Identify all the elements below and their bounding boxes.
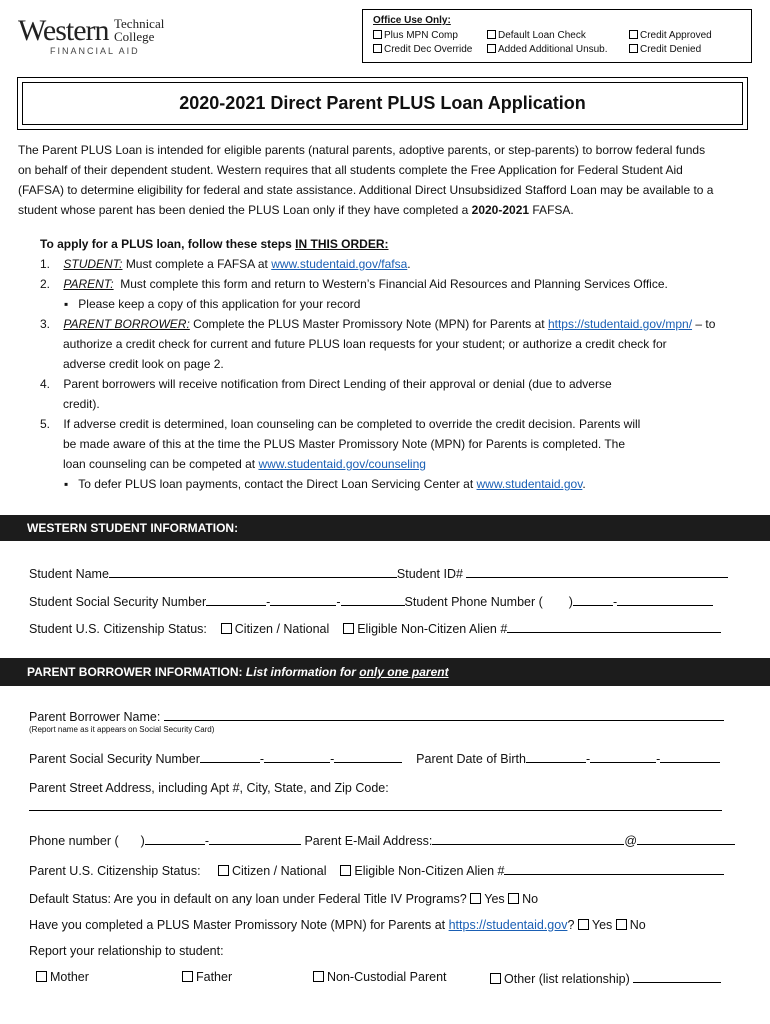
mpn-no-checkbox[interactable]: No bbox=[616, 918, 646, 932]
student-id-field[interactable] bbox=[466, 565, 728, 578]
student-citizen-checkbox[interactable]: Citizen / National bbox=[221, 622, 330, 636]
relationship-mother[interactable]: Mother bbox=[36, 970, 89, 984]
student-section-header: WESTERN STUDENT INFORMATION: bbox=[0, 515, 770, 541]
office-check-unsub[interactable]: Added Additional Unsub. bbox=[487, 44, 608, 55]
mpn-status-row: Have you completed a PLUS Master Promissory Note (MPN) for Parents at https://studentaid.gov? Yes No bbox=[29, 918, 646, 932]
step-2-bullet: ▪ Please keep a copy of this application for your record bbox=[64, 297, 361, 311]
step-3: 3. PARENT BORROWER: Complete the PLUS Master Promissory Note (MPN) for Parents at https://studentaid.gov/mpn/ – to bbox=[40, 317, 716, 331]
fafsa-link[interactable]: www.studentaid.gov/fafsa bbox=[271, 257, 408, 271]
default-status-row: Default Status: Are you in default on any loan under Federal Title IV Programs? Yes No bbox=[29, 892, 539, 906]
relationship-father[interactable]: Father bbox=[182, 970, 232, 984]
office-check-mpn[interactable]: Plus MPN Comp bbox=[373, 30, 458, 41]
office-check-denied[interactable]: Credit Denied bbox=[629, 44, 701, 55]
parent-dob-day[interactable] bbox=[590, 750, 656, 763]
parent-name-note: (Report name as it appears on Social Security Card) bbox=[29, 725, 215, 734]
parent-section-header: PARENT BORROWER INFORMATION: List information for only one parent bbox=[0, 658, 770, 686]
mpn-link[interactable]: https://studentaid.gov/mpn/ bbox=[547, 317, 693, 331]
default-no-checkbox[interactable]: No bbox=[508, 892, 538, 906]
parent-name-row: Parent Borrower Name: bbox=[29, 708, 724, 724]
studentaid-link[interactable]: www.studentaid.gov bbox=[476, 477, 583, 491]
student-eligible-checkbox[interactable]: Eligible Non-Citizen Alien # bbox=[343, 622, 507, 636]
office-check-override[interactable]: Credit Dec Override bbox=[373, 44, 472, 55]
office-use-box bbox=[362, 9, 752, 63]
relationship-label: Report your relationship to student: bbox=[29, 944, 224, 958]
mpn-studentaid-link[interactable]: https://studentaid.gov bbox=[448, 918, 568, 932]
step-4: 4. Parent borrowers will receive notification from Direct Lending of their approval or denial (due to adverse bbox=[40, 377, 612, 391]
parent-dob-year[interactable] bbox=[660, 750, 720, 763]
intro-paragraph: The Parent PLUS Loan is intended for eligible parents (natural parents, adoptive parents, or step-parents) to borrow federal funds on behalf of their dependent student. Western requires that all students complete the Free Application for Federal Student Aid (FAFSA) to determine eligibility for federal and state assistance. Additional Direct Unsubsidized Stafford Loan may be available to a student whose parent has been denied the PLUS Loan only if they have completed a 2020-2021 FAFSA. bbox=[18, 143, 714, 217]
parent-ssn-row: Parent Social Security Number - - Parent Date of Birth - - bbox=[29, 750, 720, 766]
student-name-row: Student Name Student ID# bbox=[29, 565, 728, 581]
office-check-approved[interactable]: Credit Approved bbox=[629, 30, 712, 41]
student-ssn-part1[interactable] bbox=[206, 593, 266, 606]
student-phone-part2[interactable] bbox=[617, 593, 713, 606]
title-box bbox=[17, 77, 748, 130]
parent-ssn-part1[interactable] bbox=[200, 750, 260, 763]
step-5-bullet: ▪ To defer PLUS loan payments, contact the Direct Loan Servicing Center at www.studentaid.gov. bbox=[64, 477, 586, 491]
logo-technical: Technical bbox=[114, 16, 165, 31]
parent-alien-number-field[interactable] bbox=[504, 862, 724, 875]
parent-ssn-part3[interactable] bbox=[334, 750, 402, 763]
college-logo bbox=[18, 12, 168, 58]
default-yes-checkbox[interactable]: Yes bbox=[470, 892, 504, 906]
step-2: 2. PARENT: Must complete this form and return to Western’s Financial Aid Resources and Planning Services Office. bbox=[40, 277, 668, 291]
parent-email-user[interactable] bbox=[432, 832, 624, 845]
steps-heading: To apply for a PLUS loan, follow these steps IN THIS ORDER: bbox=[40, 237, 389, 251]
student-phone-part1[interactable] bbox=[573, 593, 613, 606]
student-ssn-row: Student Social Security Number - - Student Phone Number ( ) - bbox=[29, 593, 713, 609]
page-title: 2020-2021 Direct Parent PLUS Loan Application bbox=[179, 93, 586, 113]
parent-dob-month[interactable] bbox=[526, 750, 586, 763]
mpn-yes-checkbox[interactable]: Yes bbox=[578, 918, 612, 932]
counseling-link[interactable]: www.studentaid.gov/counseling bbox=[258, 457, 426, 471]
step-1: 1. STUDENT: Must complete a FAFSA at www.studentaid.gov/fafsa. bbox=[40, 257, 411, 271]
parent-ssn-part2[interactable] bbox=[264, 750, 330, 763]
relationship-noncustodial[interactable]: Non-Custodial Parent bbox=[313, 970, 447, 984]
parent-contact-row: Phone number ( ) - Parent E-Mail Address: @ bbox=[29, 832, 735, 848]
parent-eligible-checkbox[interactable]: Eligible Non-Citizen Alien # bbox=[340, 864, 504, 878]
office-use-title: Office Use Only: bbox=[373, 15, 451, 26]
parent-address-field[interactable] bbox=[29, 810, 722, 811]
student-alien-number-field[interactable] bbox=[507, 620, 721, 633]
relationship-other[interactable]: Other (list relationship) bbox=[490, 970, 721, 986]
steps-list: To apply for a PLUS loan, follow these steps IN THIS ORDER: 1. STUDENT: Must complete a FAFSA at www.studentaid.gov/fafsa. 2. PARENT: Must complete this form and return to Western’s Financial Aid Resources and Planning Services Office. ▪ Please keep a copy of this application for your record 3. PARENT BORROWER: Complete the PLUS Master Promissory Note (MPN) for Parents at https://studentaid.gov/mpn/ – to authorize a credit check for current and future PLUS loan requests for your student; or authorize a credit check for adverse credit look on page 2. 4. Parent borrowers will receive notification from Direct Lending of their approval or denial (due to adverse credit). 5. If adverse credit is determined, loan counseling can be completed to override the credit decision. Parents will be made aware of this at the time the PLUS Master Promissory Note (MPN) for Parents is completed. The loan counseling can be competed at www.studentaid.gov/counseling ▪ To defer PLUS loan payments, contact the Direct Loan Servicing Center at www.studentaid.gov. bbox=[40, 234, 760, 494]
student-name-field[interactable] bbox=[109, 565, 397, 578]
step-5: 5. If adverse credit is determined, loan counseling can be completed to override the credit decision. Parents will bbox=[40, 417, 641, 431]
student-citizenship-row: Student U.S. Citizenship Status: Citizen / National Eligible Non-Citizen Alien # bbox=[29, 620, 721, 636]
parent-email-domain[interactable] bbox=[637, 832, 735, 845]
parent-name-field[interactable] bbox=[164, 708, 724, 721]
parent-address-label: Parent Street Address, including Apt #, City, State, and Zip Code: bbox=[29, 781, 389, 795]
parent-phone-part2[interactable] bbox=[209, 832, 301, 845]
other-relationship-field[interactable] bbox=[633, 970, 721, 983]
student-ssn-part2[interactable] bbox=[270, 593, 336, 606]
student-ssn-part3[interactable] bbox=[341, 593, 405, 606]
office-check-default[interactable]: Default Loan Check bbox=[487, 30, 586, 41]
parent-phone-part1[interactable] bbox=[145, 832, 205, 845]
bullet-icon: ▪ bbox=[64, 297, 69, 311]
bullet-icon: ▪ bbox=[64, 477, 69, 491]
logo-western: Western bbox=[18, 14, 109, 47]
logo-college: College bbox=[114, 29, 155, 44]
parent-citizenship-row: Parent U.S. Citizenship Status: Citizen / National Eligible Non-Citizen Alien # bbox=[29, 862, 724, 878]
logo-subtitle: FINANCIAL AID bbox=[50, 46, 140, 56]
parent-citizen-checkbox[interactable]: Citizen / National bbox=[218, 864, 327, 878]
